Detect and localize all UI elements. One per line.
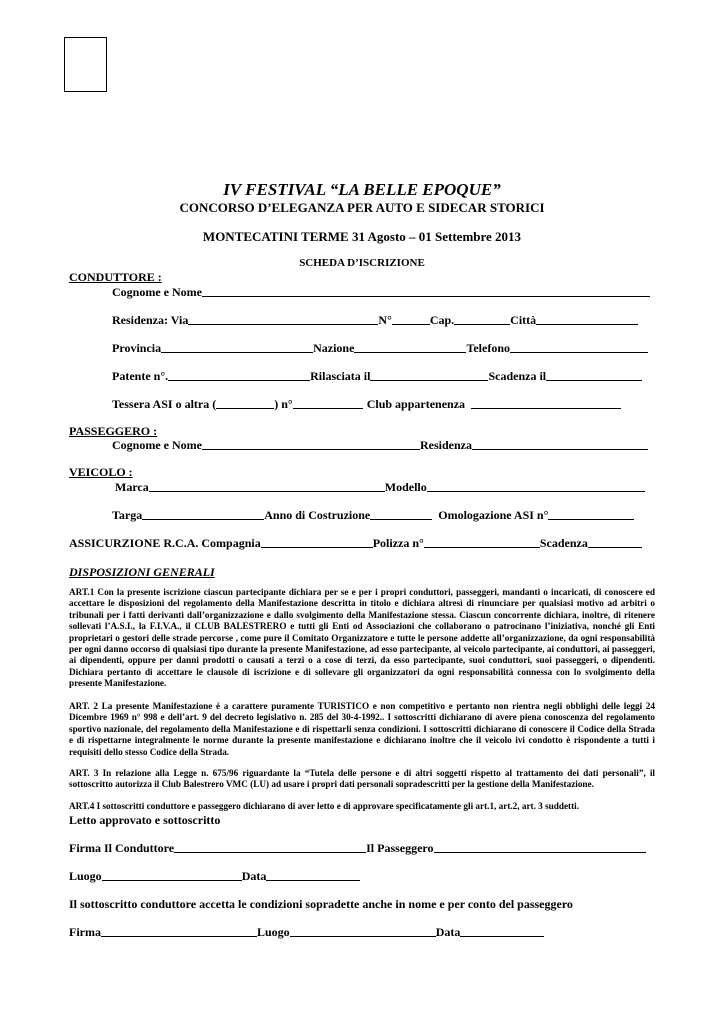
firma-finale-row (69, 924, 544, 940)
passeggero-heading: PASSEGGERO : (69, 424, 158, 438)
veicolo-heading: VEICOLO : (69, 465, 133, 479)
data-label: Data (241, 869, 267, 883)
marca-field[interactable] (149, 490, 385, 492)
patente-row (112, 368, 642, 384)
art2-text: ART. 2 La presente Manifestazione è a carattere puramente TURISTICO e non competitivo e pertanto non rientra negli obblighi delle leggi 24 Dicembre 1969 n° 998 e dell’art. 9 del decreto legislativo n. 285 del 30-4-1992.. I sottoscritti dichiarano di avere piena conoscenza del regolamento sportivo nazionale, del regolamento della Manifestazione e di rispettarli senza condizioni. I sottoscritti dichiarano di conoscere il Codice della Strada e di rispettarne integralmente le norme durante la presente manifestazione e dichiarano inoltre che il veicolo ivi condotto è rispondente a tutti i requisiti dello stesso Codice della Strada. (69, 701, 655, 757)
marca-label: Marca (115, 480, 149, 494)
il-passeggero-label: Il Passeggero (366, 841, 434, 855)
via-field[interactable] (188, 323, 378, 325)
polizza-label: Polizza n° (372, 536, 424, 550)
disposizioni-heading: DISPOSIZIONI GENERALI (69, 565, 215, 579)
numero-field[interactable] (392, 323, 430, 325)
art1-text: ART.1 Con la presente iscrizione ciascun partecipante dichiara per se e per i propri conduttori, passeggeri, mandanti o incaricati, di conoscere ed accettare le disposizioni del regolamento della Manifestazione descritta in titolo e dichiara altresì di rinunciare per qualsiasi motivo ad arbitri o tribunali per i fatti derivanti dall’organizzazione e dallo svolgimento della Manifestazione stessa. Ciascun concorrente dichiara, inoltre, di ritenere sollevati l’A.S.I., la F.I.V.A., il CLUB BALESTRERO e tutti gli Enti od Associazioni che collaborano o patrocinano l’iniziativa, nonché gli Enti proprietari o gestori delle strade percorse , come pure il Comitato Organizzatore e tutte le persone addette all’organizzazione, da ogni responsabilità per ogni danno occorso di qualsiasi tipo durante la presente Manifestazione, ad esso partecipante, al veicolo partecipante, ai conduttori, ai passeggeri, ai dipendenti, oppure per danni prodotti o causati a terzi o a cose di terzi, da esso partecipante, suoi conduttori, suoi passeggeri, o dipendenti. Dichiara pertanto di accettare le clausole di iscrizione e di sollevare gli organizzatori da ogni responsabilità connessa con lo svolgimento della presente Manifestazione. (69, 587, 655, 689)
rilasciata-field[interactable] (370, 379, 488, 381)
subtitle: CONCORSO D’ELEGANZA PER AUTO E SIDECAR STORICI (179, 200, 545, 215)
luogo-data-row (69, 868, 360, 884)
provincia-field[interactable] (161, 351, 313, 353)
modello-label: Modello (384, 480, 427, 494)
tessera-number-field[interactable] (293, 407, 363, 409)
place-date: MONTECATINI TERME 31 Agosto – 01 Settembre 2013 (202, 229, 522, 244)
citta-field[interactable] (536, 323, 638, 325)
modello-field[interactable] (427, 490, 645, 492)
cap-label: Cap. (429, 313, 455, 327)
passeggero-residenza-field[interactable] (472, 448, 648, 450)
tessera-close-label: ) n° (274, 397, 293, 411)
telefono-label: Telefono (466, 341, 510, 355)
luogo2-field[interactable] (290, 935, 436, 937)
data2-field[interactable] (460, 935, 544, 937)
omologazione-label: Omologazione ASI n° (438, 508, 549, 522)
anno-label: Anno di Costruzione (264, 508, 371, 522)
passeggero-row (112, 437, 648, 453)
tessera-label: Tessera ASI o altra ( (112, 397, 217, 411)
conduttore-cognome-field[interactable] (202, 295, 650, 297)
firma-field[interactable] (101, 935, 257, 937)
targa-field[interactable] (142, 518, 264, 520)
conduttore-cognome-row (112, 284, 650, 300)
compagnia-field[interactable] (261, 546, 373, 548)
club-field[interactable] (471, 407, 621, 409)
accetta-row (69, 896, 573, 912)
passeggero-residenza-label: Residenza (419, 438, 472, 452)
targa-label: Targa (112, 508, 143, 522)
conduttore-cognome-label: Cognome e Nome (112, 285, 202, 299)
numero-label: N° (378, 313, 392, 327)
citta-label: Città (510, 313, 537, 327)
polizza-field[interactable] (424, 546, 540, 548)
assic-scadenza-label: Scadenza (539, 536, 588, 550)
luogo2-label: Luogo (257, 925, 290, 939)
conduttore-heading: CONDUTTORE : (69, 270, 162, 284)
letto-label: Letto approvato e sottoscritto (69, 813, 221, 827)
provincia-row (112, 340, 648, 356)
nazione-label: Nazione (313, 341, 355, 355)
scadenza-label: Scadenza il (488, 369, 547, 383)
tessera-type-field[interactable] (216, 407, 274, 409)
cap-field[interactable] (454, 323, 510, 325)
firma-conduttore-row (69, 840, 646, 856)
tessera-row (112, 396, 621, 412)
firma-conduttore-label: Firma Il Conduttore (69, 841, 175, 855)
art3-text: ART. 3 In relazione alla Legge n. 675/96 riguardante la “Tutela delle persone e di altri soggetti rispetto al trattamento dei dati personali”, il sottoscritto autorizza il Club Balestrero VMC (LU) ad usare i propri dati personali sopradescritti per la gestione della Manifestazione. (69, 768, 655, 790)
telefono-field[interactable] (510, 351, 648, 353)
assicurazione-row (69, 535, 642, 551)
letto-row (69, 812, 220, 828)
omologazione-field[interactable] (548, 518, 634, 520)
nazione-field[interactable] (354, 351, 466, 353)
firma-conduttore-field[interactable] (174, 851, 366, 853)
provincia-label: Provincia (112, 341, 162, 355)
data-field[interactable] (266, 879, 360, 881)
accetta-label: Il sottoscritto conduttore accetta le condizioni sopradette anche in nome e per conto del passeggero (69, 897, 573, 911)
residenza-row (112, 312, 638, 328)
festival-title: IV FESTIVAL “LA BELLE EPOQUE” (223, 180, 501, 199)
firma-label: Firma (69, 925, 101, 939)
residenza-via-label: Residenza: Via (112, 313, 189, 327)
art4-text: ART.4 I sottoscritti conduttore e passeggero dichiarano di aver letto e di approvare specificatamente gli art.1, art.2, art. 3 suddetti. (69, 801, 580, 811)
rilasciata-label: Rilasciata il (310, 369, 371, 383)
data2-label: Data (435, 925, 461, 939)
passeggero-cognome-label: Cognome e Nome (112, 438, 202, 452)
anno-field[interactable] (370, 518, 432, 520)
photo-box (64, 37, 107, 92)
marca-row (115, 479, 645, 495)
club-label: Club appartenenza (366, 397, 466, 411)
passeggero-cognome-field[interactable] (202, 448, 420, 450)
targa-row (112, 507, 634, 523)
form-title: SCHEDA D’ISCRIZIONE (299, 257, 425, 269)
patente-label: Patente n°. (112, 369, 169, 383)
luogo-label: Luogo (69, 869, 102, 883)
patente-field[interactable] (168, 379, 310, 381)
scadenza-field[interactable] (546, 379, 642, 381)
firma-passeggero-field[interactable] (434, 851, 646, 853)
assicurazione-label: ASSICURZIONE R.C.A. Compagnia (69, 536, 261, 550)
luogo-field[interactable] (102, 879, 242, 881)
assic-scadenza-field[interactable] (588, 546, 642, 548)
